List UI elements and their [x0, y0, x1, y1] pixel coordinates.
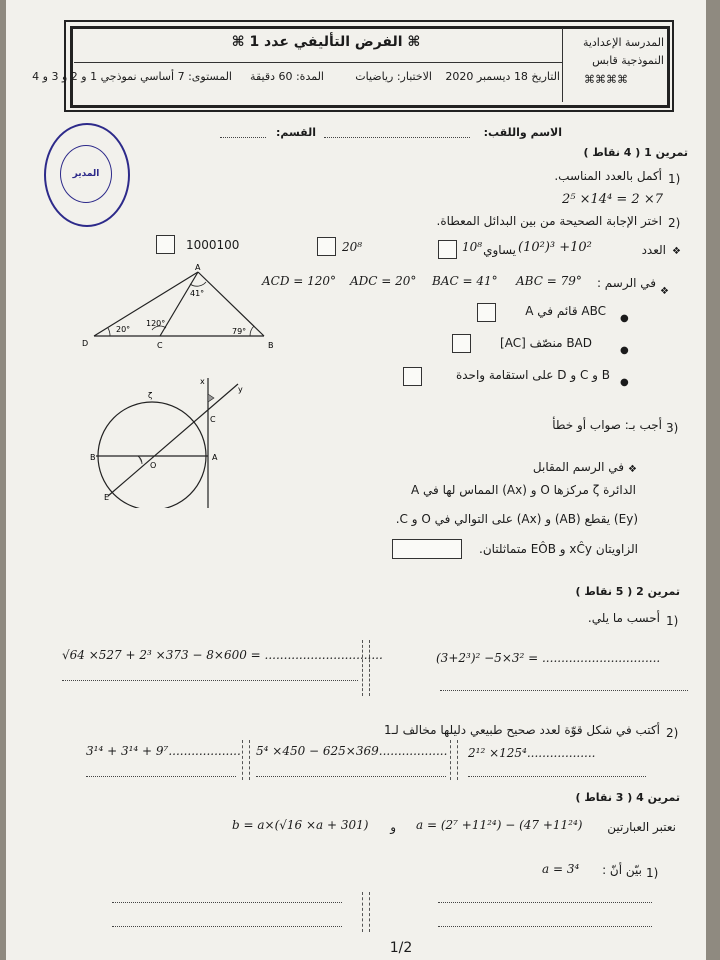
ex4-q1-text: بيّن أنّ :	[602, 863, 642, 877]
angle-label-79: 79°	[232, 327, 247, 336]
vertex-b: B	[268, 341, 274, 350]
ray-x-label: x	[200, 377, 205, 386]
point-a-label: A	[212, 453, 218, 462]
ex2-power-2: 5⁴ ×450 − 625×369..................	[256, 744, 448, 758]
point-e-label: E	[104, 493, 110, 502]
ex4-answer-line-4[interactable]	[112, 926, 342, 927]
column-separator	[450, 740, 458, 780]
ex2-q1-text: أحسب ما يلي.	[587, 611, 660, 625]
ex4-q1-expression: a = 3⁴	[542, 862, 580, 876]
vertex-a: A	[195, 263, 201, 272]
stamp-center: المدير	[60, 145, 112, 203]
ex2-answer-line-a[interactable]	[440, 690, 688, 691]
page-number: 1/2	[389, 940, 413, 956]
bullet: ●	[620, 345, 629, 356]
ex1-q2-number: 2)	[668, 216, 681, 230]
statement-2-checkbox[interactable]	[452, 334, 471, 353]
name-label: الاسم واللقب:	[483, 126, 562, 139]
school-city: النموذجية قابس	[592, 54, 664, 67]
bullet: ●	[620, 377, 629, 388]
exam-level: المستوى: 7 أساسي نموذجي 1 و 2 و 3 و 4	[32, 70, 232, 83]
point-b-label: B	[90, 453, 96, 462]
exam-duration: المدة: 60 دقيقة	[250, 70, 324, 83]
ex4-title: تمرين 4 ( 3 نقاط )	[575, 791, 680, 804]
ray-y-label: y	[238, 385, 243, 394]
number-word: العدد	[641, 243, 666, 257]
point-o-label: O	[150, 461, 157, 470]
exam-date: التاريخ 18 ديسمبر 2020	[445, 70, 560, 83]
statement-3: B و C و D على استقامة واحدة	[455, 368, 610, 382]
statement-1-checkbox[interactable]	[477, 303, 496, 322]
header-vertical-divider	[562, 28, 563, 102]
ex1-title: تمرين 1 ( 4 نقاط )	[583, 146, 688, 159]
and-word: و	[390, 820, 396, 834]
class-label: القسم:	[275, 126, 316, 139]
choice-1-checkbox[interactable]	[438, 240, 457, 259]
ex4-expression-b: b = a×(√16 ×a + 301)	[232, 818, 369, 832]
ex2-q2-text: أكتب في شكل قوّة لعدد صحيح طبيعي دليلها مخالف لـ1	[384, 723, 660, 737]
choice-2-checkbox[interactable]	[317, 237, 336, 256]
angle-abc: ABC = 79°	[516, 274, 582, 288]
ex1-q2-text: اختر الإجابة الصحيحة من بين البدائل المعطاة.	[436, 214, 662, 228]
ex2-power-2-line[interactable]	[256, 776, 446, 777]
circle-zeta-label: ζ	[148, 391, 153, 400]
triangle-figure	[80, 262, 276, 352]
vertex-c: C	[157, 341, 163, 350]
ex4-intro: نعتبر العبارتين	[607, 820, 676, 834]
column-separator	[362, 892, 370, 932]
choice-3-checkbox[interactable]	[156, 235, 175, 254]
ex1-q1-text: أكمل بالعدد المناسب.	[554, 169, 662, 183]
name-field[interactable]	[324, 137, 470, 138]
angle-label-120: 120°	[146, 319, 166, 328]
school-stamp	[44, 123, 130, 227]
ex2-power-3: 3¹⁴ + 3¹⁴ + 9⁷...................	[86, 744, 241, 758]
bullet: ❖	[628, 464, 637, 475]
column-separator	[242, 740, 250, 780]
angle-label-41: 41°	[190, 289, 205, 298]
choice-3-label: 1000100	[186, 238, 240, 252]
bullet: ●	[620, 313, 629, 324]
school-ornament: ⌘⌘⌘⌘	[584, 73, 628, 86]
q3-statement-1: الدائرة ζ مركزها O و (Ax) المماس لها في A	[410, 483, 636, 497]
figure-intro: في الرسم :	[596, 276, 656, 290]
point-c-label: C	[210, 415, 216, 424]
ex1-q3-text: أجب بـ: صواب أو خطأ	[552, 418, 662, 432]
ex1-q1-expression: 2⁵ ×14⁴ = 2 ×7	[562, 192, 663, 207]
exam-subject: الاختبار: رياضيات	[355, 70, 432, 83]
equals-word: يساوي	[483, 243, 516, 257]
ex2-q1-number: 1)	[666, 614, 679, 628]
ex2-power-3-line[interactable]	[86, 776, 236, 777]
ex2-q2-number: 2)	[666, 726, 679, 740]
ex1-q1-number: 1)	[668, 172, 681, 186]
school-name: المدرسة الإعدادية	[582, 36, 664, 49]
q3-statement-3: الزاويتان xĈy و EÔB متماثلتان.	[479, 542, 638, 556]
ex2-title: تمرين 2 ( 5 نقاط )	[575, 585, 680, 598]
ex2-power-1: 2¹² ×125⁴..................	[468, 746, 596, 760]
q3-intro: في الرسم المقابل	[532, 460, 624, 474]
ex4-answer-line-1[interactable]	[438, 902, 652, 903]
statement-3-checkbox[interactable]	[403, 367, 422, 386]
q3-statement-2: (Ey) يقطع (AB) و (Ax) على التوالي في O و C.	[395, 512, 638, 526]
vertex-d: D	[82, 339, 89, 348]
choice-2-label: 20⁸	[342, 240, 363, 254]
statement-1: ABC قائم في A	[525, 304, 606, 318]
class-field[interactable]	[220, 137, 266, 138]
ex1-q3-number: 3)	[666, 421, 679, 435]
angle-label-20: 20°	[116, 325, 131, 334]
ex2-power-1-line[interactable]	[468, 776, 646, 777]
choice-1-label: 10⁸	[462, 240, 483, 254]
power-expression: (10²)³ +10²	[518, 240, 592, 255]
ex2-answer-line-b[interactable]	[62, 680, 358, 681]
exam-title: ⌘ الفرض التأليفي عدد 1 ⌘	[231, 34, 421, 50]
bullet: ❖	[672, 246, 681, 257]
ex4-expression-a: a = (2⁷ +11²⁴) − (47 +11²⁴)	[416, 818, 583, 832]
header-divider	[74, 62, 562, 63]
ex4-answer-line-2[interactable]	[438, 926, 652, 927]
ex4-q1-number: 1)	[646, 866, 659, 880]
ex2-expression-b: √64 ×527 + 2³ ×373 − 8×600 = ...............................	[62, 648, 383, 662]
exam-paper	[6, 0, 706, 960]
bullet: ❖	[660, 286, 669, 297]
q3-answer-box[interactable]	[392, 539, 462, 559]
circle-figure	[86, 372, 246, 508]
ex2-expression-a: (3+2³)² −5×3² = ...............................	[436, 651, 661, 665]
angle-acd: ACD = 120°	[262, 274, 337, 288]
ex4-answer-line-3[interactable]	[112, 902, 342, 903]
angle-adc: ADC = 20°	[350, 274, 417, 288]
angle-bac: BAC = 41°	[432, 274, 498, 288]
statement-2: BAD منصّف [AC]	[500, 336, 592, 350]
